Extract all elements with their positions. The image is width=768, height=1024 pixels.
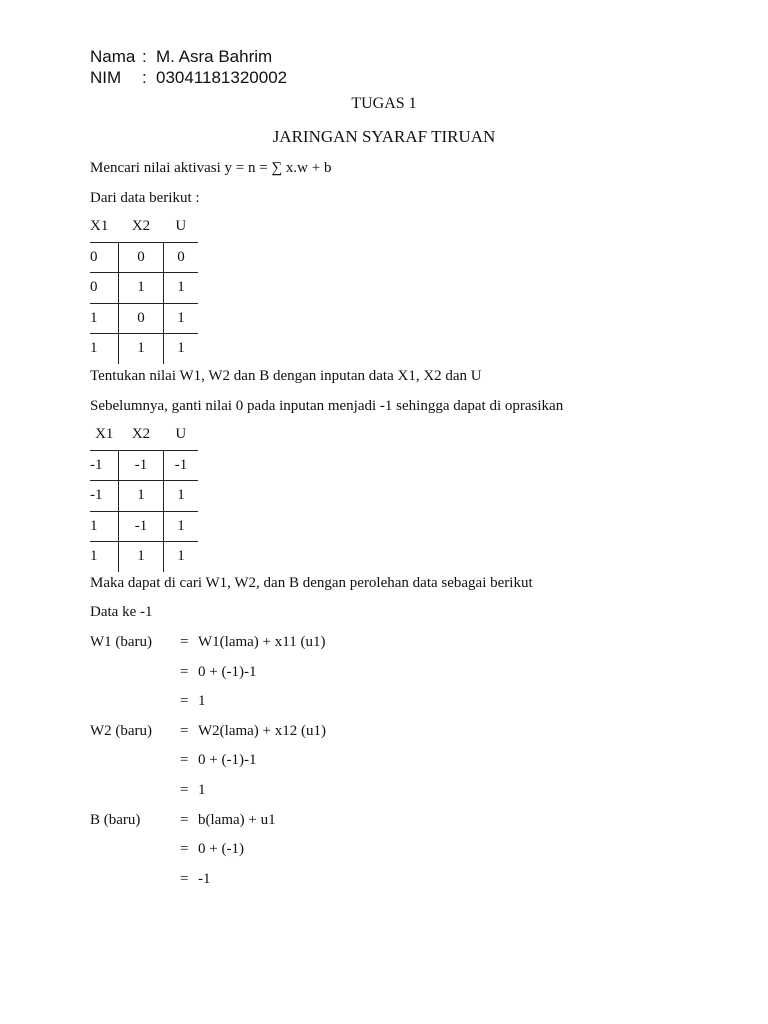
equation-result: 1: [198, 782, 206, 798]
equation-w2-line-2: [180, 751, 256, 769]
table-row: [90, 273, 198, 304]
nim-value: 03041181320002: [156, 68, 288, 87]
table-cell: 1: [119, 481, 164, 512]
table-header-cell: X2: [131, 218, 151, 235]
equation-name: B (baru): [90, 812, 141, 828]
table-cell: 1: [164, 511, 199, 542]
table-header-cell: X1: [90, 218, 109, 235]
table-cell: 1: [164, 334, 199, 364]
equals-sign: =: [180, 752, 189, 768]
table-row: [90, 242, 198, 273]
table-row: [90, 303, 198, 334]
table-cell: 1: [119, 542, 164, 572]
table-header-cell: X1: [95, 426, 114, 443]
table-cell: -1: [119, 450, 164, 481]
data-label: Data ke -1: [90, 604, 153, 620]
equation-w1-line-3: [180, 692, 206, 710]
table-cell: -1: [164, 450, 199, 481]
equation-b-line-3: [180, 870, 211, 888]
equation-w2-line-3: [180, 781, 206, 799]
table-row: [90, 511, 198, 542]
equation-expression: b(lama) + u1: [198, 812, 276, 828]
name-separator: :: [142, 47, 147, 66]
equation-expression: 0 + (-1): [198, 841, 244, 857]
equation-name: W2 (baru): [90, 723, 153, 739]
table-cell: 1: [164, 481, 199, 512]
task-text: Tentukan nilai W1, W2 dan B dengan inputan data X1, X2 dan U: [90, 368, 482, 384]
table-header-cell: U: [175, 426, 187, 443]
equation-expression: W1(lama) + x11 (u1): [198, 634, 326, 650]
equals-sign: =: [180, 634, 189, 650]
result-intro-text: Maka dapat di cari W1, W2, dan B dengan perolehan data sebagai berikut: [90, 575, 533, 591]
table-header-row: [90, 420, 198, 450]
table-row: [90, 481, 198, 512]
table-header-cell: X2: [131, 426, 151, 443]
table-cell: 1: [90, 334, 119, 364]
table-cell: 1: [119, 273, 164, 304]
equation-result: -1: [198, 871, 211, 887]
equation-w1-line-2: [180, 663, 256, 681]
equation-expression: 0 + (-1)-1: [198, 664, 257, 680]
equation-result: 1: [198, 693, 206, 709]
equation-w2-line-1: [90, 722, 326, 740]
table-cell: -1: [119, 511, 164, 542]
table-cell: -1: [90, 481, 119, 512]
data-intro-text: Dari data berikut :: [90, 190, 200, 206]
table-cell: 0: [119, 303, 164, 334]
equals-sign: =: [180, 693, 189, 709]
table-header-cell: U: [175, 218, 187, 235]
name-value: M. Asra Bahrim: [156, 47, 273, 66]
table-row: [90, 542, 198, 572]
table-cell: 1: [90, 542, 119, 572]
table-row: [90, 450, 198, 481]
equals-sign: =: [180, 723, 189, 739]
table-cell: 1: [119, 334, 164, 364]
equation-b-line-1: [90, 811, 276, 829]
table-cell: 0: [90, 273, 119, 304]
equals-sign: =: [180, 782, 189, 798]
intro-text: Mencari nilai aktivasi y = n = ∑ x.w + b: [90, 160, 332, 176]
page-subtitle: JARINGAN SYARAF TIRUAN: [272, 127, 496, 146]
table-header-row: [90, 212, 198, 242]
table-cell: 0: [164, 242, 199, 273]
table-cell: 1: [90, 511, 119, 542]
equals-sign: =: [180, 841, 189, 857]
equation-expression: 0 + (-1)-1: [198, 752, 257, 768]
equals-sign: =: [180, 812, 189, 828]
name-line: [90, 47, 272, 67]
note-text: Sebelumnya, ganti nilai 0 pada inputan menjadi -1 sehingga dapat di oprasikan: [90, 398, 564, 414]
truth-table-bipolar: [90, 420, 198, 572]
table-cell: 0: [90, 242, 119, 273]
truth-table-original: [90, 212, 198, 364]
equals-sign: =: [180, 871, 189, 887]
equation-w1-line-1: [90, 633, 325, 651]
equals-sign: =: [180, 664, 189, 680]
table-cell: 1: [164, 303, 199, 334]
nim-label: NIM: [90, 68, 122, 87]
table-cell: -1: [90, 450, 119, 481]
nim-separator: :: [142, 68, 147, 87]
table-row: [90, 334, 198, 364]
table-cell: 0: [119, 242, 164, 273]
nim-line: [90, 68, 287, 88]
name-label: Nama: [90, 47, 136, 66]
table-cell: 1: [164, 273, 199, 304]
page-title: TUGAS 1: [351, 95, 417, 112]
table-cell: 1: [90, 303, 119, 334]
equation-b-line-2: [180, 840, 244, 858]
equation-name: W1 (baru): [90, 634, 153, 650]
equation-expression: W2(lama) + x12 (u1): [198, 723, 326, 739]
table-cell: 1: [164, 542, 199, 572]
